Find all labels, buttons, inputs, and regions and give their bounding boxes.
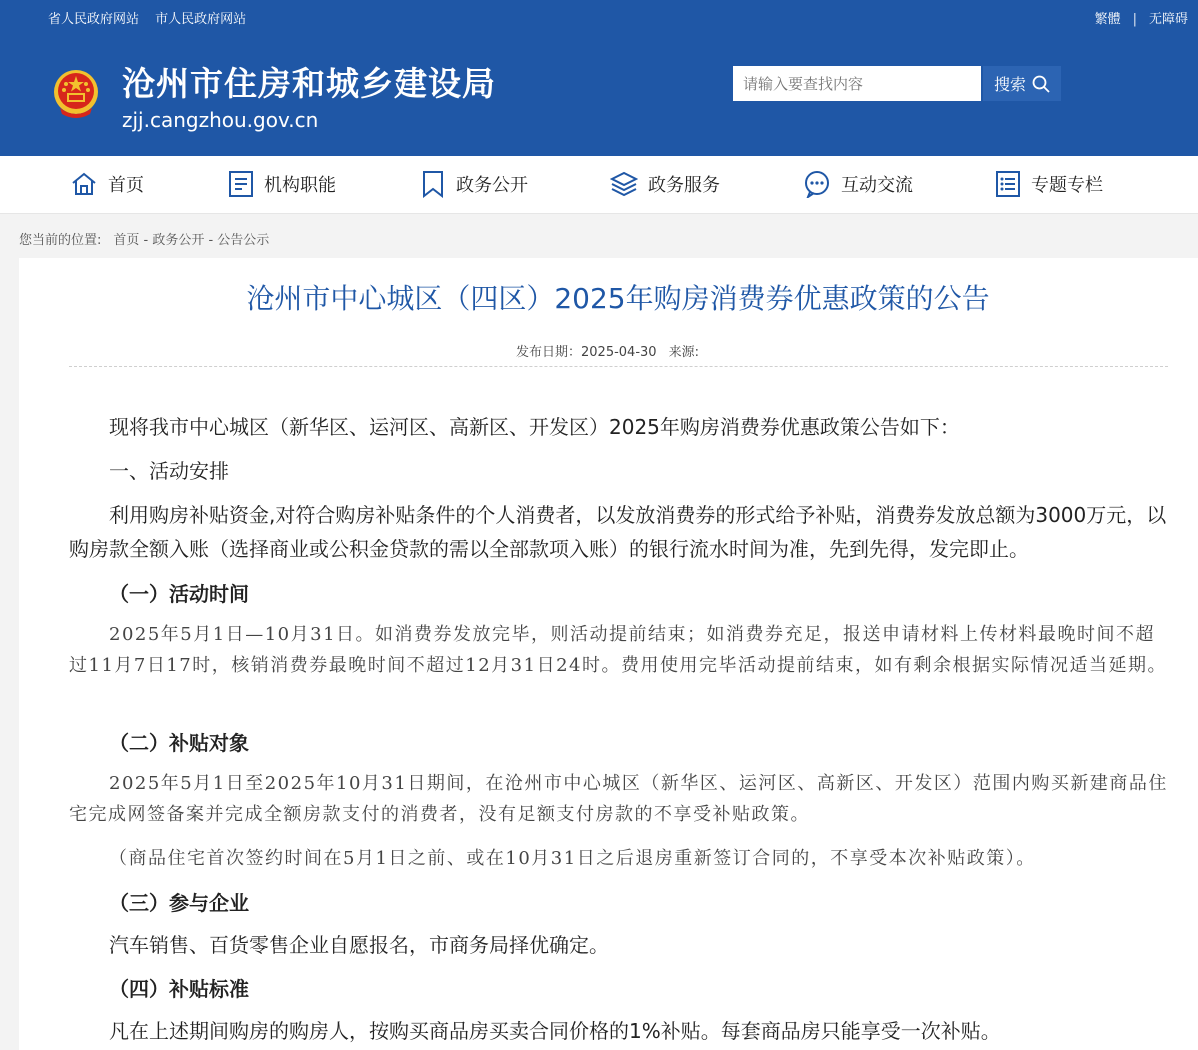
breadcrumb-prefix: 您当前的位置: — [19, 233, 102, 248]
divider: | — [1132, 12, 1137, 27]
publish-date: 发布日期：2025-04-30 — [516, 345, 657, 360]
nav-label-interaction: 互动交流 — [841, 175, 913, 196]
subsection-heading: （二）补贴对象 — [109, 731, 249, 755]
nav-label-gov-services: 政务服务 — [648, 175, 720, 196]
title-divider — [69, 366, 1168, 367]
search-button[interactable] — [983, 66, 1061, 101]
article-paragraph: 凡在上述期间购房的购房人，按购买商品房买卖合同价格的1%补贴。每套商品房只能享受一次补贴。 — [109, 1019, 1001, 1043]
nav-item-special-topics[interactable] — [995, 170, 1103, 198]
main-nav — [0, 156, 1198, 214]
breadcrumb — [19, 229, 269, 248]
nav-item-organization[interactable] — [228, 170, 336, 198]
top-link-city[interactable]: 市人民政府网站 — [155, 12, 247, 27]
bookmark-icon — [420, 170, 446, 198]
nav-label-special-topics: 专题专栏 — [1031, 175, 1103, 196]
chat-icon — [803, 170, 831, 198]
search-icon — [1032, 75, 1050, 93]
subsection-heading: （三）参与企业 — [109, 891, 249, 915]
article-paragraph: 利用购房补贴资金,对符合购房补贴条件的个人消费者，以发放消费券的形式给予补贴，消费券发放总额为3000万元，以购房款全额入账（选择商业或公积金贷款的需以全部款项入账）的银行流水时间为准，先到先得，发完即止。 — [69, 503, 1167, 561]
article-paragraph: 2025年5月1日—10月31日。如消费券发放完毕，则活动提前结束；如消费券充足，报送申请材料上传材料最晚时间不超过11月7日17时，核销消费券最晚时间不超过12月31日24时。费用使用完毕活动提前结束，如有剩余根据实际情况适当延期。 — [69, 624, 1167, 676]
site-header — [0, 0, 1198, 156]
top-links — [48, 8, 258, 27]
top-link-province[interactable]: 省人民政府网站 — [48, 12, 140, 27]
nav-label-organization: 机构职能 — [264, 175, 336, 196]
traditional-chinese-link[interactable]: 繁體 — [1094, 12, 1121, 27]
article-paragraph: 汽车销售、百货零售企业自愿报名，市商务局择优确定。 — [109, 933, 609, 957]
nav-item-home[interactable] — [70, 170, 144, 198]
accessibility-link[interactable]: 无障碍 — [1148, 12, 1188, 27]
section-heading: 一、活动安排 — [109, 459, 229, 483]
article-note: （商品住宅首次签约时间在5月1日之前、或在10月31日之后退房重新签订合同的，不享受本次补贴政策）。 — [109, 848, 1036, 869]
article-source: 来源: — [668, 345, 699, 360]
list-icon — [995, 170, 1021, 198]
layers-icon — [610, 170, 638, 198]
top-right-links — [1095, 8, 1188, 27]
search-input[interactable] — [733, 66, 981, 101]
article-title: 沧州市中心城区（四区）2025年购房消费券优惠政策的公告 — [246, 282, 990, 315]
nav-label-home: 首页 — [108, 175, 144, 196]
subsection-heading: （一）活动时间 — [109, 582, 249, 606]
subsection-heading: （四）补贴标准 — [109, 977, 249, 1001]
search-button-label: 搜索 — [993, 75, 1026, 94]
nav-item-interaction[interactable] — [803, 170, 913, 198]
nav-item-gov-services[interactable] — [610, 170, 720, 198]
nav-label-gov-affairs: 政务公开 — [456, 175, 528, 196]
home-icon — [70, 170, 98, 198]
article-paragraph: 2025年5月1日至2025年10月31日期间，在沧州市中心城区（新华区、运河区、高新区、开发区）范围内购买新建商品住宅完成网签备案并完成全额房款支付的消费者，没有足额支付房款的不享受补贴政策。 — [69, 773, 1168, 825]
list-doc-icon — [228, 170, 254, 198]
national-emblem-icon — [52, 68, 100, 120]
article-meta — [516, 341, 699, 360]
article-intro: 现将我市中心城区（新华区、运河区、高新区、开发区）2025年购房消费券优惠政策公告如下： — [109, 415, 960, 439]
site-domain: zjj.cangzhou.gov.cn — [122, 108, 319, 132]
site-title: 沧州市住房和城乡建设局 — [122, 64, 496, 103]
nav-item-gov-affairs[interactable] — [420, 170, 528, 198]
breadcrumb-path[interactable]: 首页 - 政务公开 - 公告公示 — [113, 233, 270, 248]
